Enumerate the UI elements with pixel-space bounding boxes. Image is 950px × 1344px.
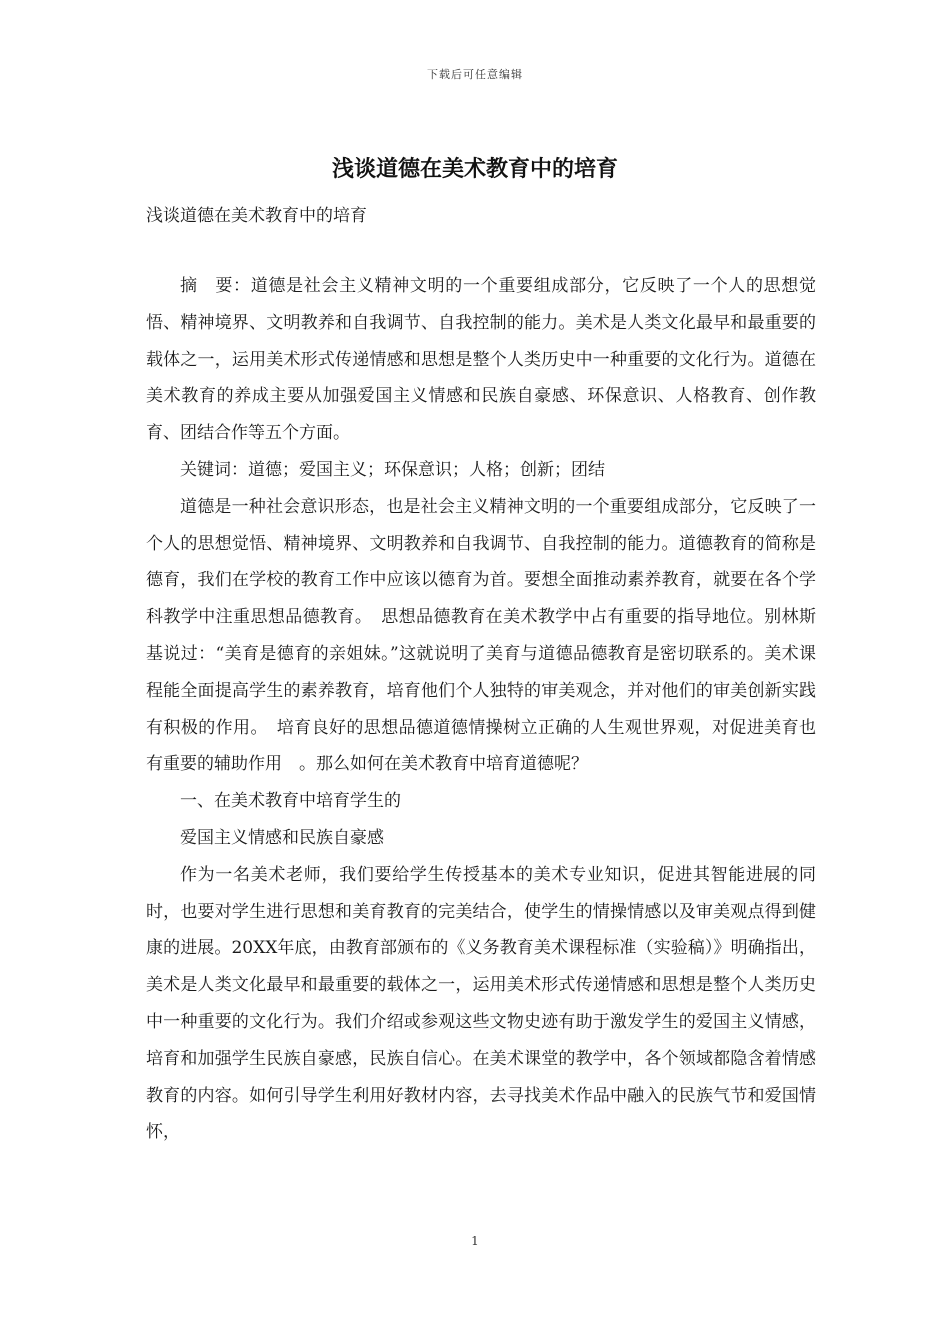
intro-paragraph: 道德是一种社会意识形态，也是社会主义精神文明的一个重要组成部分，它反映了一个人的思想觉悟、精神境界、文明教养和自我调节、自我控制的能力。道德教育的简称是德育，我们在学校的教育工作中应该以德育为首。要想全面推动素养教育，就要在各个学科教学中注重思想品德教育。 思想品德教育在美术教学中占有重要的指导地位。别林斯基说过：“美育是德育的亲姐妹。”这就说明了美育与道德品德教育是密切联系的。美术课程能全面提高学生的素养教育，培育他们个人独特的审美观念，并对他们的审美创新实践有积极的作用。 培育良好的思想品德道德情操树立正确的人生观世界观，对促进美育也有重要的辅助作用 。那么如何在美术教育中培育道德呢？: [146, 496, 816, 775]
section-body-paragraph: 作为一名美术老师，我们要给学生传授基本的美术专业知识，促进其智能进展的同时，也要对学生进行思想和美育教育的完美结合，使学生的情操情感以及审美观点得到健康的进展。20XX年底，由教育部颁布的《义务教育美术课程标准（实验稿）》明确指出，美术是人类文化最早和最重要的载体之一，运用美术形式传递情感和思想是整个人类历史中一种重要的文化行为。我们介绍或参观这些文物史迹有助于激发学生的爱国主义情感，培育和加强学生民族自豪感，民族自信心。在美术课堂的教学中，各个领域都隐含着情感教育的内容。如何引导学生利用好教材内容，去寻找美术作品中融入的民族气节和爱国情怀，: [146, 864, 816, 1143]
keywords-paragraph: 关键词：道德；爱国主义；环保意识；人格；创新；团结: [180, 459, 605, 480]
document-title: 浅谈道德在美术教育中的培育: [331, 156, 618, 182]
section-heading-line-1: 一、在美术教育中培育学生的: [180, 791, 401, 812]
document-body: [146, 268, 816, 1151]
document-subtitle: 浅谈道德在美术教育中的培育: [146, 206, 367, 226]
section-heading-line-2: 爱国主义情感和民族自豪感: [180, 827, 384, 848]
page-number: 1: [471, 1234, 479, 1248]
abstract-paragraph: 摘 要：道德是社会主义精神文明的一个重要组成部分，它反映了一个人的思想觉悟、精神境界、文明教养和自我调节、自我控制的能力。美术是人类文化最早和最重要的载体之一，运用美术形式传递情感和思想是整个人类历史中一种重要的文化行为。道德在美术教育的养成主要从加强爱国主义情感和民族自豪感、环保意识、人格教育、创作教育、团结合作等五个方面。: [146, 276, 816, 444]
page-header-note: 下载后可任意编辑: [427, 68, 523, 81]
